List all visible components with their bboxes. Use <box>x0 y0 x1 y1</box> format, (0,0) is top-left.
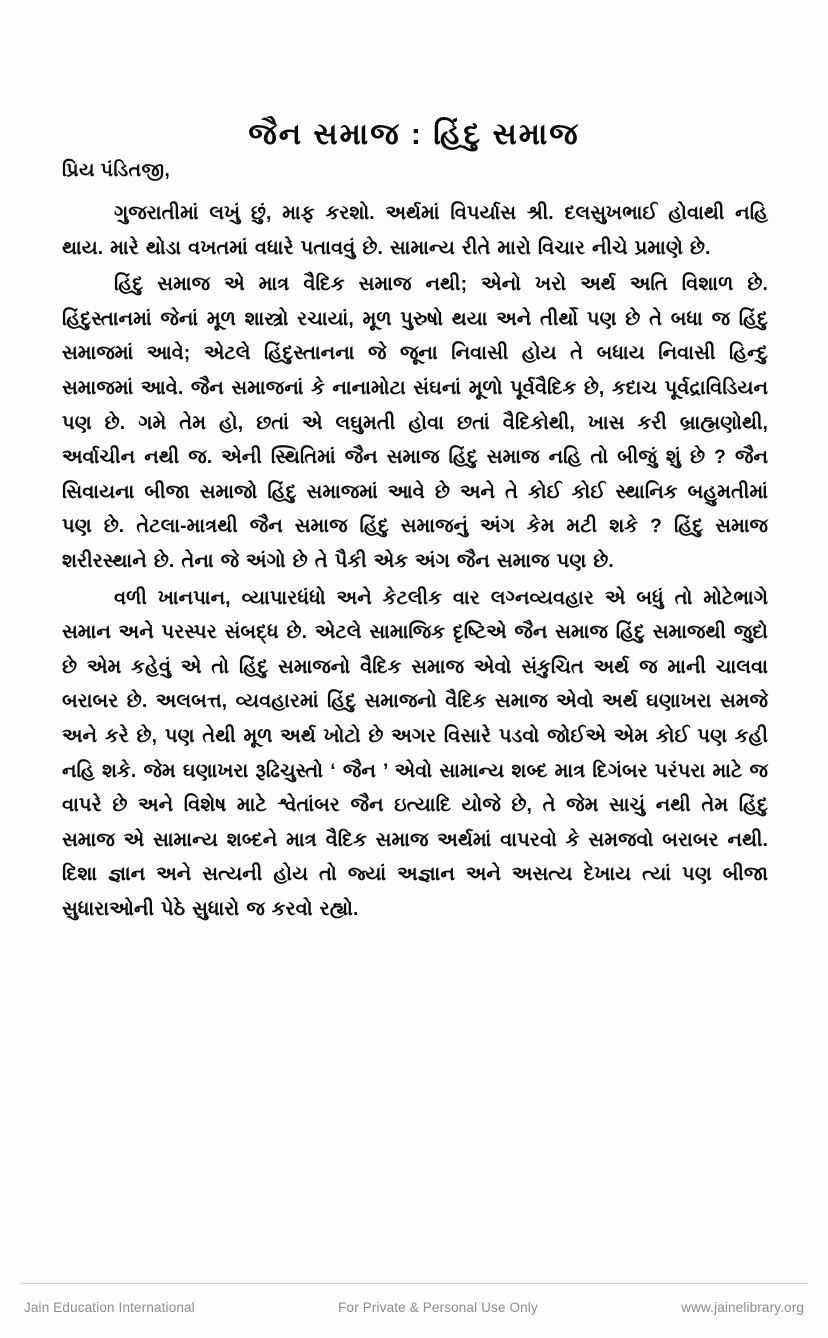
footer-website-link[interactable]: www.jainelibrary.org <box>681 1299 804 1315</box>
paragraph-2: હિંદુ સમાજ એ માત્ર વૈદિક સમાજ નથી; એનો ખરો અર્થ અતિ વિશાળ છે. હિંદુસ્તાનમાં જેનાં મૂળ શાસ્ત્રો રચાયાં, મૂળ પુરુષો થયા અને તીર્થો પણ છે તે બધા જ હિંદુ સમાજમાં આવે; એટલે હિંદુસ્તાનના જે જૂના નિવાસી હોય તે બધાય નિવાસી હિન્દુ સમાજમાં આવે. જૈન સમાજનાં કે નાનામોટા સંઘનાં મૂળો પૂર્વવૈદિક છે, કદાચ પૂર્વદ્રાવિડિયન પણ છે. ગમે તેમ હો, છતાં એ લઘુમતી હોવા છતાં વૈદિકોથી, ખાસ કરી બ્રાહ્મણોથી, અર્વાચીન નથી જ. એની સ્થિતિમાં જૈન સમાજ હિંદુ સમાજ નહિ તો બીજું શું છે ? જૈન સિવાયના બીજા સમાજો હિંદુ સમાજમાં આવે છે અને તે કોઈ કોઈ સ્થાનિક બહુમતીમાં પણ છે. તેટલા-માત્રથી જૈન સમાજ હિંદુ સમાજનું અંગ કેમ મટી શકે ? હિંદુ સમાજ શરીરસ્થાને છે. તેના જે અંગો છે તે પૈકી એક અંગ જૈન સમાજ પણ છે. <box>62 273 768 572</box>
document-body <box>62 160 768 926</box>
page-title: જૈન સમાજ : હિંદુ સમાજ <box>248 118 580 152</box>
paragraph-1: ગુજરાતીમાં લખું છું, માફ કરશો. અર્થમાં વિપર્યાસ શ્રી. દલસુખભાઈ હોવાથી નહિ થાય. મારે થોડા વખતમાં વધારે પતાવવું છે. સામાન્ય રીતે મારો વિચાર નીચે પ્રમાણે છે. <box>62 202 768 259</box>
footer-usage-notice: For Private & Personal Use Only <box>338 1299 538 1315</box>
footer-organization: Jain Education International <box>24 1299 195 1315</box>
page-footer <box>20 1292 808 1322</box>
footer-divider <box>20 1283 808 1284</box>
paragraph-3: વળી ખાનપાન, વ્યાપારધંધો અને કેટલીક વાર લગ્નવ્યવહાર એ બધું તો મોટેભાગે સમાન અને પરસ્પર સંબદ્ધ છે. એટલે સામાજિક દૃષ્ટિએ જૈન સમાજ હિંદુ સમાજથી જુદો છે એમ કહેવું એ તો હિંદુ સમાજનો વૈદિક સમાજ એવો સંકુચિત અર્થ જ માની ચાલવા બરાબર છે. અલબત્ત, વ્યવહારમાં હિંદુ સમાજનો વૈદિક સમાજ એવો અર્થ ઘણાખરા સમજે અને કરે છે, પણ તેથી મૂળ અર્થ ખોટો છે અગર વિસારે પડવો જોઈએ એમ કોઈ પણ કહી નહિ શકે. જેમ ઘણાખરા રૂઢિચુસ્તો ‘ જૈન ’ એવો સામાન્ય શબ્દ માત્ર દિગંબર પરંપરા માટે જ વાપરે છે અને વિશેષ માટે શ્વેતાંબર જૈન ઇત્યાદિ યોજે છે, તે જેમ સાચું નથી તેમ હિંદુ સમાજ એ સામાન્ય શબ્દને માત્ર વૈદિક સમાજ અર્થમાં વાપરવો કે સમજવો બરાબર નથી. દિશા જ્ઞાન અને સત્યની હોય તો જ્યાં અજ્ઞાન અને અસત્ય દેખાય ત્યાં પણ બીજા સુધારાઓની પેઠે સુધારો જ કરવો રહ્યો. <box>62 586 768 920</box>
salutation: પ્રિય પંડિતજી, <box>62 160 171 181</box>
